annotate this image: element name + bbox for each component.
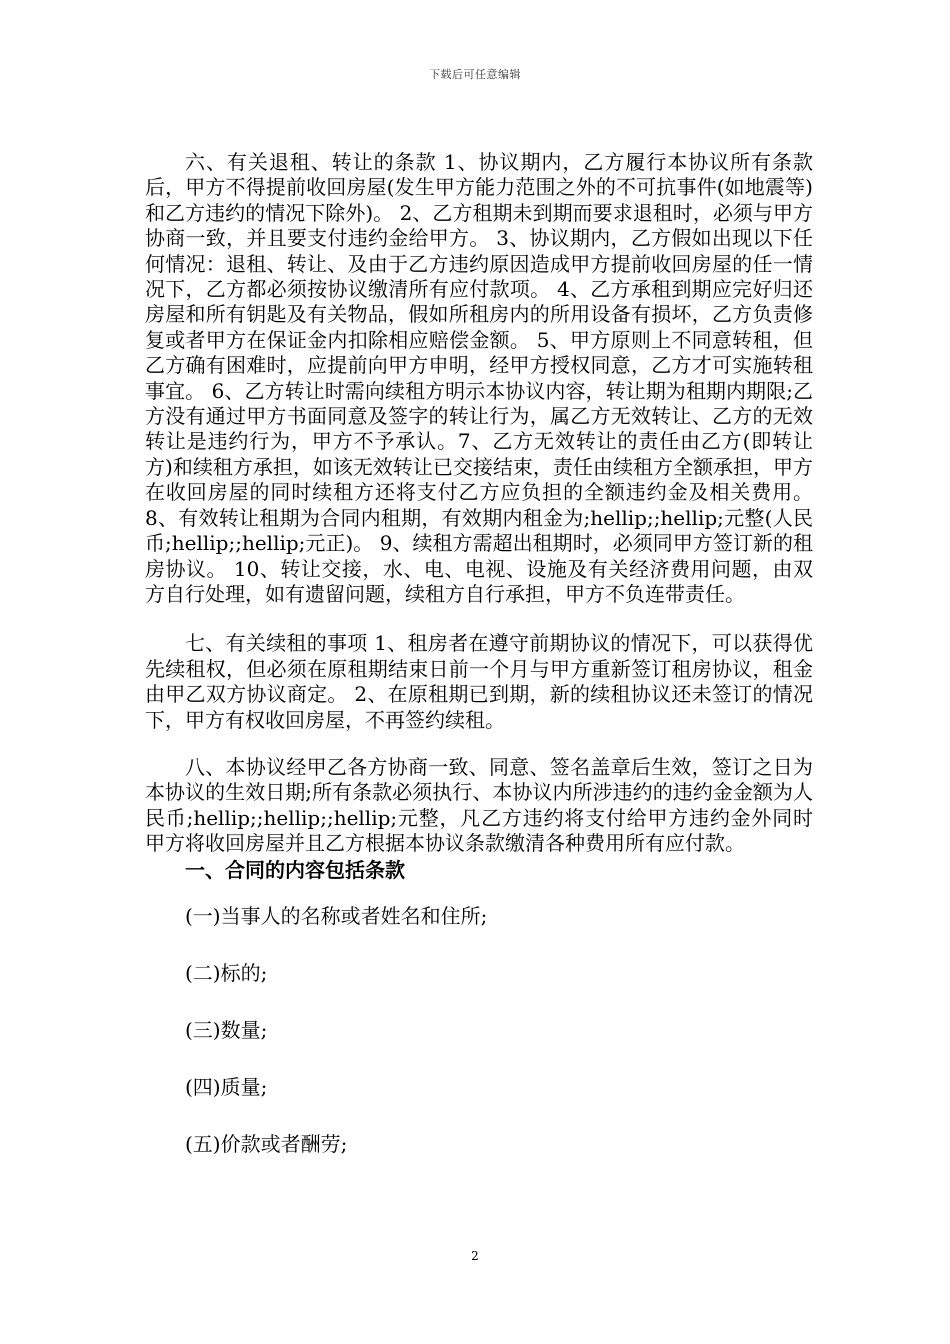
paragraph-8: 八、本协议经甲乙各方协商一致、同意、签名盖章后生效，签订之日为本协议的生效日期;所有条款必须执行、本协议内所涉违约的违约金金额为人民币;hellip;;hellip;;hellip;元整，凡乙方违约将支付给甲方违约金外同时甲方将收回房屋并且乙方根据本协议条款缴清各种费用所有应付款。 [145, 754, 813, 856]
list-item: (三)数量; [185, 1017, 268, 1042]
paragraph-6: 六、有关退租、转让的条款 1、协议期内，乙方履行本协议所有条款后，甲方不得提前收回房屋(发生甲方能力范围之外的不可抗事件(如地震等)和乙方违约的情况下除外)。 2、乙方租期未到期而要求退租时，必须与甲方协商一致，并且要支付违约金给甲方。 3、协议期内，乙方假如出现以下任何情况：退租、转让、及由于乙方违约原因造成甲方提前收回房屋的任一情况下，乙方都必须按协议缴清所有应付款项。 4、乙方承租到期应完好归还房屋和所有钥匙及有关物品，假如所租房内的所用设备有损坏，乙方负责修复或者甲方在保证金内扣除相应赔偿金额。 5、甲方原则上不同意转租，但乙方确有困难时，应提前向甲方申明，经甲方授权同意，乙方才可实施转租事宜。 6、乙方转让时需向续租方明示本协议内容，转让期为租期内期限;乙方没有通过甲方书面同意及签字的转让行为，属乙方无效转让、乙方的无效转让是违约行为，甲方不予承认。7、乙方无效转让的责任由乙方(即转让方)和续租方承担，如该无效转让已交接结束，责任由续租方全额承担，甲方在收回房屋的同时续租方还将支付乙方应负担的全额违约金及相关费用。 8、有效转让租期为合同内租期，有效期内租金为;hellip;;hellip;元整(人民币;hellip;;hellip;元正)。 9、续租方需超出租期时，必须同甲方签订新的租房协议。 10、转让交接，水、电、电视、设施及有关经济费用问题，由双方自行处理，如有遗留问题，续租方自行承担，甲方不负连带责任。 [145, 150, 813, 606]
page-header: 下载后可任意编辑 [429, 68, 521, 81]
list-item: (一)当事人的名称或者姓名和住所; [185, 903, 488, 928]
document-body [145, 150, 813, 1157]
page-number: 2 [471, 1249, 479, 1263]
list-item: (四)质量; [185, 1074, 268, 1099]
section-heading: 一、合同的内容包括条款 [185, 857, 405, 882]
list-item: (二)标的; [185, 960, 268, 985]
paragraph-7: 七、有关续租的事项 1、租房者在遵守前期协议的情况下，可以获得优先续租权，但必须在原租期结束日前一个月与甲方重新签订租房协议，租金由甲乙双方协议商定。 2、在原租期已到期，新的续租协议还未签订的情况下，甲方有权收回房屋，不再签约续租。 [145, 631, 813, 732]
list-item: (五)价款或者酬劳; [185, 1131, 348, 1156]
